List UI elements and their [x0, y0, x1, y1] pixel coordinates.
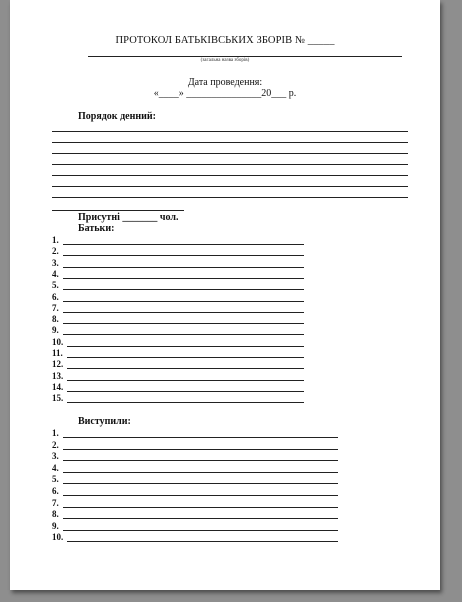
speaker-row-number: 7.	[52, 497, 59, 508]
speaker-row-number: 1.	[52, 428, 59, 438]
agenda-line	[52, 131, 408, 132]
parent-row-line	[67, 346, 304, 347]
agenda-line	[52, 175, 408, 176]
speaker-row-line	[63, 460, 338, 461]
parent-row-line	[63, 267, 304, 268]
parent-row-number: 12.	[52, 359, 64, 370]
parent-row-number: 14.	[52, 381, 64, 392]
speaker-row-line	[63, 472, 338, 473]
document-page	[10, 0, 440, 590]
parent-row	[52, 325, 304, 336]
parent-row-line	[63, 255, 304, 256]
parent-row-number: 8.	[52, 314, 59, 325]
speaker-row	[52, 440, 338, 451]
parent-row-line	[67, 357, 304, 358]
parent-row-number: 5.	[52, 280, 59, 291]
parent-row-line	[67, 368, 304, 369]
parent-row	[52, 348, 304, 359]
parent-row-line	[63, 323, 304, 324]
parent-row	[52, 235, 304, 246]
present-underline-left	[52, 210, 184, 211]
speaker-row-number: 10.	[52, 532, 64, 543]
speaker-row	[52, 463, 338, 474]
parent-row	[52, 371, 304, 382]
parent-row	[52, 292, 304, 303]
speaker-row	[52, 509, 338, 520]
date-label: Дата проведення:	[187, 77, 263, 88]
parent-row-number: 1.	[52, 235, 59, 245]
parent-row	[52, 393, 304, 404]
agenda-line	[52, 153, 408, 154]
speaker-row-number: 2.	[52, 439, 59, 450]
parent-row-line	[67, 380, 304, 381]
agenda-line	[52, 186, 408, 187]
parent-row-line	[63, 334, 304, 335]
speaker-row-line	[63, 518, 338, 519]
speaker-row	[52, 474, 338, 485]
speakers-label: Виступили:	[78, 416, 131, 427]
speaker-row-line	[63, 449, 338, 450]
agenda-line	[52, 164, 408, 165]
parent-row	[52, 359, 304, 370]
parent-row	[52, 280, 304, 291]
parent-row	[52, 314, 304, 325]
speaker-row-line	[67, 541, 338, 542]
speaker-row-number: 6.	[52, 486, 59, 496]
parent-row-number: 13.	[52, 370, 64, 381]
speaker-row-line	[63, 495, 338, 496]
speaker-row	[52, 451, 338, 462]
parent-row-number: 10.	[52, 336, 64, 347]
parent-row	[52, 337, 304, 348]
parent-row-line	[63, 301, 304, 302]
parent-row-number: 4.	[52, 268, 59, 279]
speaker-row	[52, 428, 338, 439]
meeting-name-caption: (загальна назва зборів)	[200, 58, 250, 63]
title-underline	[88, 56, 402, 57]
speaker-row-line	[63, 507, 338, 508]
agenda-heading: Порядок денний:	[78, 111, 156, 122]
parent-row-number: 3.	[52, 257, 59, 268]
parent-row-line	[63, 312, 304, 313]
speaker-row-line	[63, 483, 338, 484]
speaker-row-number: 3.	[52, 451, 59, 462]
speaker-row-line	[63, 530, 338, 531]
parent-row	[52, 269, 304, 280]
agenda-line	[52, 142, 408, 143]
parent-row-number: 2.	[52, 246, 59, 257]
speaker-row	[52, 486, 338, 497]
parent-row	[52, 382, 304, 393]
parent-row-number: 7.	[52, 302, 59, 313]
present-label: Присутні _______ чол.	[78, 212, 179, 223]
speaker-row-number: 9.	[52, 520, 59, 531]
speaker-row	[52, 532, 338, 543]
speaker-row	[52, 498, 338, 509]
parent-row-number: 15.	[52, 393, 64, 404]
speaker-row-line	[63, 437, 338, 438]
parent-row-number: 11.	[52, 348, 63, 358]
parent-row-line	[63, 289, 304, 290]
parent-row	[52, 246, 304, 257]
document-title: ПРОТОКОЛ БАТЬКІВСЬКИХ ЗБОРІВ № _____	[115, 35, 335, 46]
speaker-row-number: 8.	[52, 509, 59, 520]
parent-row-line	[63, 244, 304, 245]
parent-row	[52, 258, 304, 269]
parent-row-number: 9.	[52, 325, 59, 336]
parent-row-line	[67, 402, 304, 403]
parent-row-number: 6.	[52, 291, 59, 302]
speaker-row-number: 5.	[52, 474, 59, 485]
agenda-line	[52, 197, 408, 198]
date-line: «____» _______________20___ р.	[153, 88, 297, 99]
parent-row-line	[67, 391, 304, 392]
parent-row-line	[63, 278, 304, 279]
parent-row	[52, 303, 304, 314]
speaker-row	[52, 521, 338, 532]
parents-label: Батьки:	[78, 223, 115, 234]
speaker-row-number: 4.	[52, 462, 59, 473]
